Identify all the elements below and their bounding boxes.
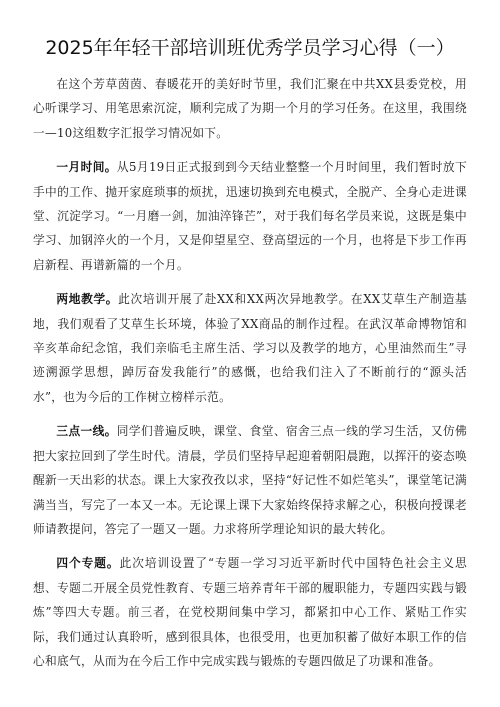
section-paragraph-two-places [33,287,467,409]
section-paragraph-three-points [33,419,467,541]
paragraph-text: 从5月19日正式报到到今天结业整整一个月时间里，我们暂时放下手中的工作、抛开家庭琐事的烦扰，迅速切换到充电模式，全脱产、全身心走进课堂、沉淀学习。“一月磨一剑，加油淬锋芒”，对于我们每名学员来说，这既是集中学习、加钢淬火的一个月，又是仰望星空、登高望远的一个月，也将是下步工作再启新程、再谱新篇的一个月。 [33,160,467,272]
paragraph-text: 同学们普遍反映，课堂、食堂、宿舍三点一线的学习生活，又仿佛把大家拉回到了学生时代。清晨，学员们坚持早起迎着朝阳晨跑，以挥汗的姿态唤醒新一天出彩的状态。课上大家孜孜以求，坚持“好记性不如烂笔头”，课堂笔记满满当当，写完了一本又一本。无论课上课下大家始终保持求解之心，积极向授课老师请教提问，答完了一题又一题。力求将所学理论知识的最大转化。 [33,424,467,536]
paragraph-text: 此次培训设置了“专题一学习习近平新时代中国特色社会主义思想、专题二开展全员党性教育、专题三培养青年干部的履职能力，专题四实践与锻炼”等四大专题。前三者，在党校期间集中学习，都紧扣中心工作、紧贴工作实际，我们通过认真聆听，感到很具体，也很受用，也更加积蓄了做好本职工作的信心和底气，从而为在今后工作中完成实践与锻炼的专题四做足了功课和准备。 [33,556,467,668]
paragraph-lead: 一月时间。 [56,160,117,175]
paragraph-lead: 三点一线。 [56,424,117,439]
section-paragraph-four-topics [33,551,467,673]
intro-paragraph [33,72,467,145]
document-title: 2025年年轻干部培训班优秀学员学习心得（一） [45,37,455,59]
paragraph-text: 此次培训开展了赴XX和XX两次异地教学。在XX艾草生产制造基地，我们观看了艾草生长环境，体验了XX商品的制作过程。在武汉革命博物馆和辛亥革命纪念馆，我们亲临毛主席生活、学习以及教学的地方，心里油然而生”寻迹溯源学思想，踔厉奋发我能行”的感慨，也给我们注入了不断前行的“源头活水”，也为今后的工作树立榜样示范。 [33,292,467,404]
paragraph-text: 在这个芳草茵茵、春暖花开的美好时节里，我们汇聚在中共XX县委党校，用心听课学习、用笔思索沉淀，顺利完成了为期一个月的学习任务。在这里，我围绕一—10这组数字汇报学习情况如下。 [33,77,467,140]
paragraph-lead: 两地教学。 [56,292,119,307]
paragraph-lead: 四个专题。 [56,556,120,571]
section-paragraph-one-month [33,155,467,277]
